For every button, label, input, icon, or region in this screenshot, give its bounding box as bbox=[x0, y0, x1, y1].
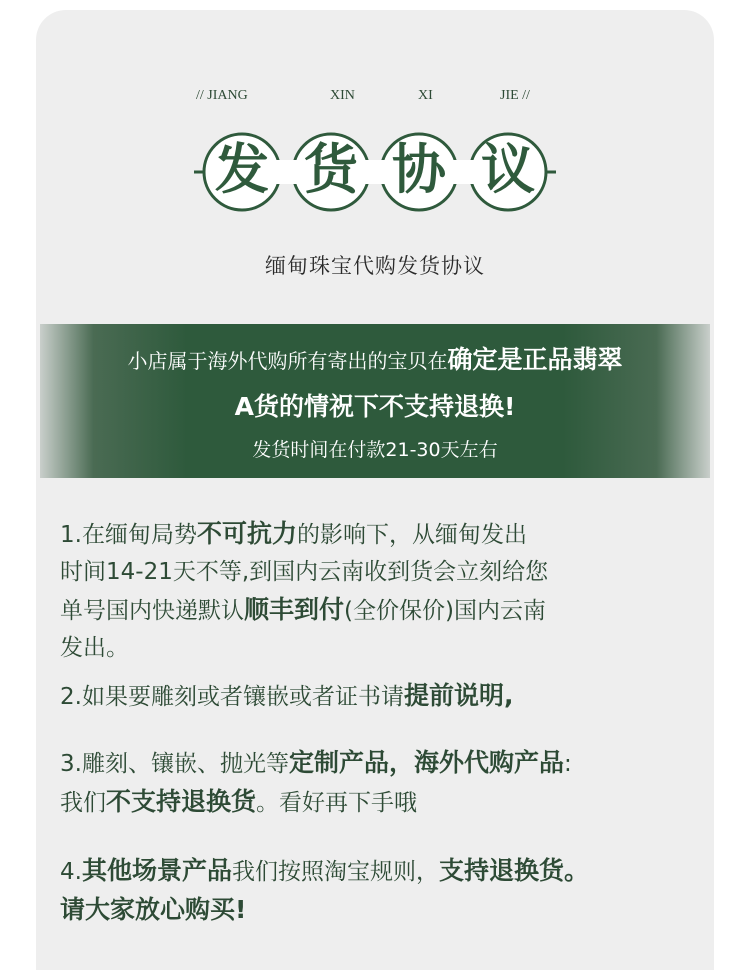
title-char-4: 议 bbox=[481, 138, 535, 201]
title-char-1: 发 bbox=[215, 138, 269, 201]
term-line bbox=[60, 783, 710, 822]
page-subtitle: 缅甸珠宝代购发货协议 bbox=[265, 254, 485, 278]
term-text: 4. bbox=[60, 859, 82, 885]
term-line bbox=[60, 891, 710, 930]
term-line bbox=[60, 852, 710, 891]
term-text: 的影响下，从缅甸发出 bbox=[296, 522, 527, 548]
term-line bbox=[60, 554, 710, 591]
title-char-3: 协 bbox=[392, 138, 446, 201]
term-text: 我们 bbox=[60, 790, 106, 816]
title-char-2: 货 bbox=[304, 138, 358, 201]
term-text: 时间14-21天不等,到国内云南收到货会立刻给您 bbox=[60, 559, 549, 585]
term-line bbox=[60, 677, 710, 716]
term-text: (全价保价)国内云南 bbox=[344, 598, 546, 624]
term-2 bbox=[60, 677, 710, 716]
term-text: 2.如果要雕刻或者镶嵌或者证书请 bbox=[60, 684, 404, 710]
pinyin-jie: JIE // bbox=[500, 88, 530, 103]
term-text: 我们按照淘宝规则， bbox=[231, 859, 439, 885]
pinyin-header bbox=[0, 88, 750, 108]
banner-line-1 bbox=[40, 344, 710, 377]
term-emphasis: 定制产品，海外代购产品 bbox=[288, 748, 564, 777]
term-text: 1.在缅甸局势 bbox=[60, 522, 197, 548]
banner-line-2: A货的情祝下不支持退换! bbox=[234, 392, 516, 421]
pinyin-jiang: // JIANG bbox=[196, 88, 248, 103]
banner-line-1-text: 小店属于海外代购所有寄出的宝贝在 bbox=[127, 349, 448, 373]
banner-line-1-emphasis: 确定是正品翡翠 bbox=[447, 345, 623, 374]
term-1 bbox=[60, 515, 710, 667]
term-text: : bbox=[563, 751, 572, 777]
term-text: 3.雕刻、镶嵌、抛光等 bbox=[60, 751, 289, 777]
term-line bbox=[60, 515, 710, 554]
term-emphasis: 其他场景产品 bbox=[81, 856, 232, 885]
term-emphasis: 顺丰到付 bbox=[244, 595, 345, 624]
term-emphasis: 请大家放心购买! bbox=[60, 895, 247, 924]
term-text: 发出。 bbox=[60, 635, 129, 661]
term-line bbox=[60, 591, 710, 630]
term-line bbox=[60, 630, 710, 667]
term-emphasis: 支持退换货。 bbox=[438, 856, 589, 885]
term-text: 单号国内快递默认 bbox=[60, 598, 244, 624]
term-3 bbox=[60, 744, 710, 822]
pinyin-xi: XI bbox=[418, 88, 433, 103]
term-4 bbox=[60, 852, 710, 930]
pinyin-xin: XIN bbox=[330, 88, 355, 103]
notice-banner bbox=[40, 324, 710, 478]
page-title bbox=[190, 118, 560, 226]
term-emphasis: 提前说明, bbox=[403, 681, 514, 710]
term-line bbox=[60, 744, 710, 783]
term-emphasis: 不支持退换货 bbox=[106, 787, 257, 816]
banner-line-3: 发货时间在付款21-30天左右 bbox=[252, 439, 498, 461]
term-text: 。看好再下手哦 bbox=[256, 790, 418, 816]
term-emphasis: 不可抗力 bbox=[196, 519, 297, 548]
